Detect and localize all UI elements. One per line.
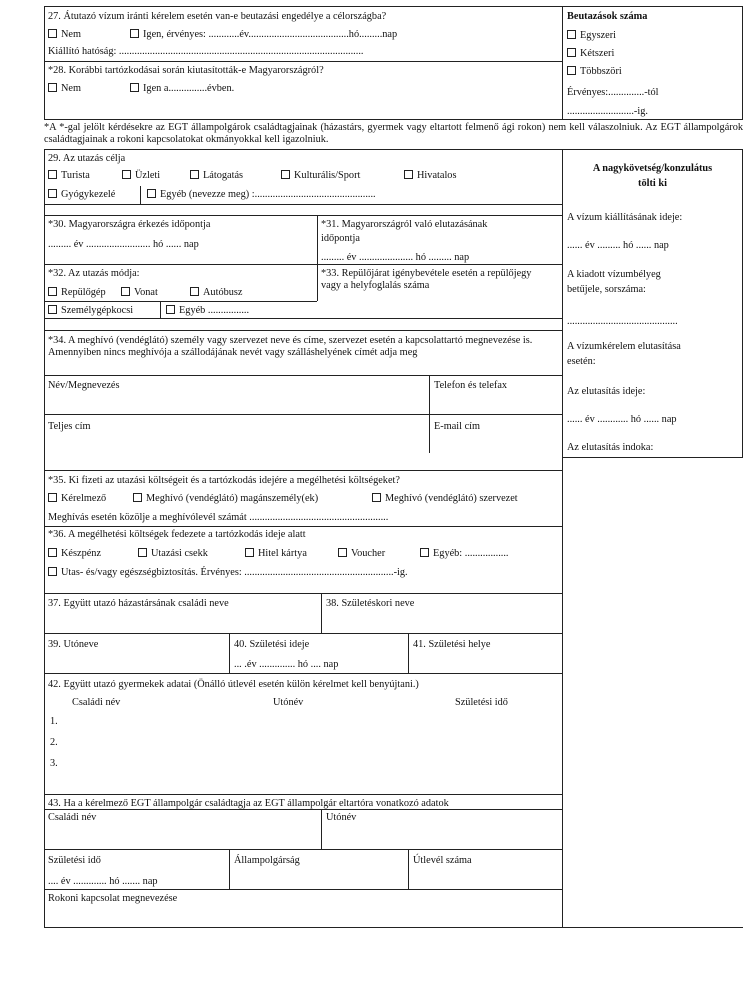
q28-title: *28. Korábbi tartózkodásai során kiutasították-e Magyarországról? — [48, 65, 324, 76]
q39-label: 39. Utóneve — [48, 639, 99, 650]
q36-voucher-checkbox[interactable] — [338, 548, 347, 557]
q31-title-line2: időpontja — [321, 233, 360, 244]
q27-q28-divider — [44, 61, 562, 62]
office-stamp-field[interactable]: ........................................... — [567, 316, 678, 327]
q34-field-top — [44, 375, 562, 376]
q42-title: 42. Együtt utazó gyermekek adatai (Önálló útlevél esetén külön kérelmet kell benyújtani.) — [48, 679, 419, 690]
q32-inner-divider — [44, 301, 317, 302]
entries-multiple-option[interactable]: Többszöri — [567, 66, 622, 78]
q42-row-1: 1. — [50, 716, 58, 727]
q37-field[interactable] — [48, 612, 316, 630]
q29-bottom-border — [44, 204, 562, 205]
q34-title: *34. A meghívó (vendéglátó) személy vagy szervezet neve és címe, szervezet esetén a kapcsolattartó megnevezése is. Amennyiben nincs meghívója a szállodájának nevét vagy szálláshelyének címét adja meg — [48, 335, 533, 358]
q34-name-label: Név/Megnevezés — [48, 380, 120, 391]
q43-given-field[interactable] — [326, 826, 556, 846]
q35-applicant-checkbox[interactable] — [48, 493, 57, 502]
q32-other-checkbox[interactable] — [166, 305, 175, 314]
q36-other-checkbox[interactable] — [420, 548, 429, 557]
q32-inner-vdivider — [160, 301, 161, 318]
q43-passport-label: Útlevél száma — [413, 855, 472, 866]
q32-plane-checkbox[interactable] — [48, 287, 57, 296]
q36-option-cash[interactable]: Készpénz — [48, 548, 101, 560]
q43-relation-field[interactable] — [48, 907, 556, 925]
entries-valid-from-field[interactable]: Érvényes:..............-tól — [567, 87, 659, 98]
q42-family-header: Családi név — [72, 697, 121, 708]
q36-top-border — [44, 526, 562, 527]
entries-multiple-checkbox[interactable] — [567, 66, 576, 75]
q43-citizenship-label: Állampolgárság — [234, 855, 300, 866]
entries-double-checkbox[interactable] — [567, 48, 576, 57]
q28-yes-checkbox[interactable] — [130, 83, 139, 92]
q27-title: 27. Átutazó vízum iránti kérelem esetén van-e beutazási engedélye a célországba? — [48, 11, 387, 22]
q27-yes-checkbox[interactable] — [130, 29, 139, 38]
office-title-line1: A nagykövetség/konzulátus — [592, 163, 713, 174]
q34-top-border — [44, 318, 562, 319]
q42-row-3: 3. — [50, 758, 58, 769]
q37-q38-divider — [321, 593, 322, 633]
q43-family-label: Családi név — [48, 812, 97, 823]
office-issue-date-label: A vízum kiállításának ideje: — [567, 212, 683, 223]
q32-option-car[interactable]: Személygépkocsi — [48, 305, 133, 317]
q36-option-card[interactable]: Hitel kártya — [245, 548, 307, 560]
q37-top-border — [44, 593, 562, 594]
q27-no-option[interactable]: Nem — [48, 29, 81, 41]
office-column-divider — [562, 149, 563, 927]
q29-option-official[interactable]: Hivatalos — [404, 170, 456, 182]
entries-valid-to-field[interactable]: ..........................-ig. — [567, 106, 648, 117]
q29-title: 29. Az utazás célja — [48, 153, 126, 164]
q34-address-field[interactable] — [48, 435, 423, 451]
q43-citizen-divider — [408, 849, 409, 889]
office-stamp-label-2: betűjele, sorszáma: — [567, 284, 646, 295]
entries-title: Beutazások száma — [567, 11, 648, 22]
office-bottom-border — [562, 457, 743, 458]
q28-yes-option[interactable]: Igen a...............évben. — [130, 83, 234, 95]
q32-top-border — [44, 264, 562, 265]
q36-option-insurance[interactable]: Utas- és/vagy egészségbiztosítás. Érvényes: ..........................................................-ig. — [48, 567, 408, 579]
q29-option-medical[interactable]: Gyógykezelé — [48, 189, 115, 201]
q37-label: 37. Együtt utazó házastársának családi neve — [48, 598, 229, 609]
q35-option-applicant[interactable]: Kérelmező — [48, 493, 106, 505]
q38-field[interactable] — [326, 612, 556, 630]
entries-divider — [562, 6, 563, 120]
q42-row-1-field[interactable] — [64, 713, 554, 729]
q42-row-2: 2. — [50, 737, 58, 748]
q36-option-cheque[interactable]: Utazási csekk — [138, 548, 208, 560]
q32-train-checkbox[interactable] — [121, 287, 130, 296]
q27-yes-option[interactable]: Igen, érvényes: ............év.......................................hó.........nap — [130, 29, 397, 41]
q35-option-host-person[interactable]: Meghívó (vendéglátó) magánszemély(ek) — [133, 493, 318, 505]
entries-double-option[interactable]: Kétszeri — [567, 48, 614, 60]
q32-option-train[interactable]: Vonat — [121, 287, 158, 299]
q34-email-label: E-mail cím — [434, 421, 481, 432]
q43-birth-label: Születési idő — [48, 855, 101, 866]
q30-date-field[interactable]: ......... év ......................... hó ...... nap — [48, 239, 199, 250]
q27-no-checkbox[interactable] — [48, 29, 57, 38]
q30-q31-divider — [317, 215, 318, 301]
q29-business-checkbox[interactable] — [122, 170, 131, 179]
q34-address-label: Teljes cím — [48, 421, 91, 432]
q29-option-other[interactable]: Egyéb (nevezze meg) :............................................... — [147, 189, 376, 201]
q43-name-divider — [321, 809, 322, 849]
q32-option-other[interactable]: Egyéb ................ — [166, 305, 249, 317]
q35-top-border — [44, 470, 562, 471]
bottom-line — [44, 927, 743, 928]
q34-name-field[interactable] — [48, 394, 423, 412]
q34-top-border-2 — [44, 330, 562, 331]
q42-given-header: Utónév — [273, 697, 304, 708]
q27-issuer-field[interactable]: Kiállító hatóság: ............................................................................................... — [48, 46, 364, 57]
q28-no-option[interactable]: Nem — [48, 83, 81, 95]
q42-top-border — [44, 673, 562, 674]
q41-label: 41. Születési helye — [413, 639, 491, 650]
top-section-frame — [44, 6, 743, 120]
q43-mid-divider — [44, 849, 562, 850]
q30-top-border — [44, 215, 562, 216]
q35-invitation-field[interactable]: Meghívás esetén közölje a meghívólevél számát ...................................................... — [48, 512, 389, 523]
q29-official-checkbox[interactable] — [404, 170, 413, 179]
q43-citizenship-field[interactable] — [234, 869, 402, 887]
entries-single-checkbox[interactable] — [567, 30, 576, 39]
q41-field[interactable] — [413, 653, 557, 671]
q42-row-3-field[interactable] — [64, 755, 554, 771]
q31-date-field[interactable]: ......... év ..................... hó ......... nap — [321, 252, 470, 263]
q29-visit-checkbox[interactable] — [190, 170, 199, 179]
q43-title-divider — [44, 809, 562, 810]
q43-family-field[interactable] — [48, 826, 316, 846]
office-stamp-label-1: A kiadott vízumbélyeg — [567, 269, 661, 280]
q36-insurance-checkbox[interactable] — [48, 567, 57, 576]
q29-culture-checkbox[interactable] — [281, 170, 290, 179]
q35-title: *35. Ki fizeti az utazási költségeit és a tartózkodás idejére a megélhetési költségeket? — [48, 475, 400, 486]
office-refusal-date-field[interactable]: ...... év ............ hó ...... nap — [567, 414, 677, 425]
q35-host-org-checkbox[interactable] — [372, 493, 381, 502]
q34-address-divider — [44, 414, 562, 415]
q42-row-2-field[interactable] — [64, 734, 554, 750]
q40-date-field[interactable]: ... .év .............. hó .... nap — [234, 659, 339, 670]
office-refusal-label-1: A vízumkérelem elutasítása — [567, 341, 681, 352]
main-top-border — [44, 149, 743, 150]
office-refusal-date-label: Az elutasítás ideje: — [567, 386, 646, 397]
q29-tourist-checkbox[interactable] — [48, 170, 57, 179]
q36-cheque-checkbox[interactable] — [138, 548, 147, 557]
entries-single-option[interactable]: Egyszeri — [567, 30, 616, 42]
q29-other-checkbox[interactable] — [147, 189, 156, 198]
q28-no-checkbox[interactable] — [48, 83, 57, 92]
q34-phone-label: Telefon és telefax — [434, 380, 508, 391]
q32-title: *32. Az utazás módja: — [48, 268, 140, 279]
q32-bus-checkbox[interactable] — [190, 287, 199, 296]
office-issue-date-field[interactable]: ...... év ......... hó ...... nap — [567, 240, 669, 251]
q42-date-header: Születési idő — [455, 697, 508, 708]
q34-phone-field[interactable] — [434, 394, 558, 412]
q32-option-plane[interactable]: Repülőgép — [48, 287, 106, 299]
q29-medical-checkbox[interactable] — [48, 189, 57, 198]
q43-top-border — [44, 794, 562, 795]
q39-q40-divider — [229, 633, 230, 673]
q34-email-field[interactable] — [434, 435, 558, 451]
q29-inner-divider — [140, 186, 141, 204]
q43-title: 43. Ha a kérelmező EGT állampolgár családtagja az EGT állampolgár eltartóra vonatkozó adatok — [48, 798, 449, 809]
q36-cash-checkbox[interactable] — [48, 548, 57, 557]
q43-relation-label: Rokoni kapcsolat megnevezése — [48, 893, 178, 904]
q43-birth-divider — [229, 849, 230, 889]
office-right-border — [742, 149, 743, 457]
q43-given-label: Utónév — [326, 812, 357, 823]
q43-relation-divider — [44, 889, 562, 890]
office-refusal-label-2: esetén: — [567, 356, 596, 367]
office-title-line2: tölti ki — [638, 178, 667, 189]
q29-option-business[interactable]: Üzleti — [122, 170, 160, 182]
q43-passport-field[interactable] — [413, 869, 557, 887]
eea-note: *A *-gal jelölt kérdésekre az EGT állampolgárok családtagjainak (házastárs, gyermek vagy eltartott felmenő ági rokon) nem kell válaszolniuk. Az EGT állampolgárok családtagjainak a rokoni kapcsolatokat okmányokkal kell igazolniuk. — [44, 122, 743, 145]
q33-title: *33. Repülőjárat igénybevétele esetén a repülőjegy vagy a helyfoglalás száma — [321, 268, 532, 291]
q32-car-checkbox[interactable] — [48, 305, 57, 314]
main-left-border — [44, 149, 45, 927]
q40-q41-divider — [408, 633, 409, 673]
q36-card-checkbox[interactable] — [245, 548, 254, 557]
q36-title: *36. A megélhetési költségek fedezete a tartózkodás ideje alatt — [48, 529, 306, 540]
q35-option-host-org[interactable]: Meghívó (vendéglátó) szervezet — [372, 493, 518, 505]
q43-birth-field[interactable]: .... év ............. hó ....... nap — [48, 876, 158, 887]
q29-option-tourist[interactable]: Turista — [48, 170, 90, 182]
q30-title: *30. Magyarországra érkezés időpontja — [48, 219, 211, 230]
q39-top-border — [44, 633, 562, 634]
q36-option-voucher[interactable]: Voucher — [338, 548, 385, 560]
q32-option-bus[interactable]: Autóbusz — [190, 287, 242, 299]
office-refusal-reason-label: Az elutasítás indoka: — [567, 442, 654, 453]
q39-field[interactable] — [48, 653, 223, 671]
q40-label: 40. Születési ideje — [234, 639, 310, 650]
q36-option-other[interactable]: Egyéb: ................. — [420, 548, 509, 560]
q38-label: 38. Születéskori neve — [326, 598, 415, 609]
q31-title-line1: *31. Magyarországról való elutazásának — [321, 219, 488, 230]
q29-option-visit[interactable]: Látogatás — [190, 170, 243, 182]
q29-option-culture[interactable]: Kulturális/Sport — [281, 170, 360, 182]
q35-host-person-checkbox[interactable] — [133, 493, 142, 502]
